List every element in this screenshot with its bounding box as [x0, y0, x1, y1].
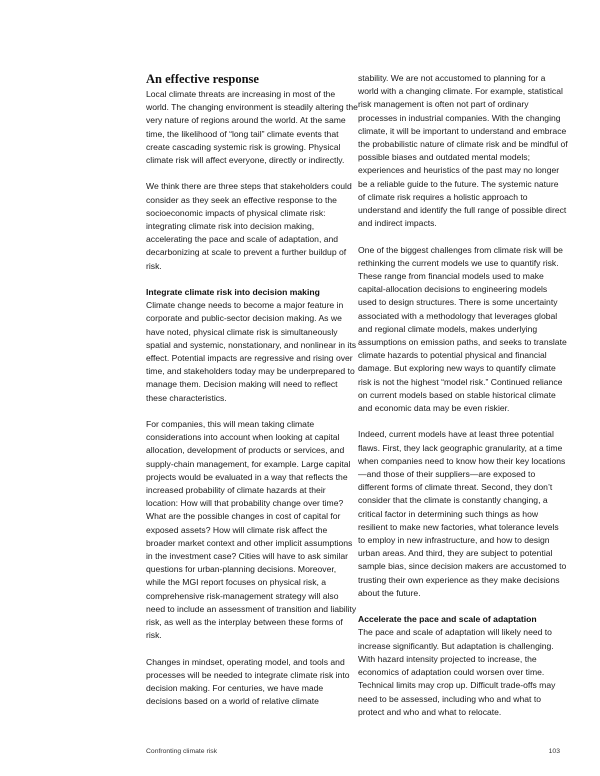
right-column [358, 72, 568, 719]
paragraph: Local climate threats are increasing in most of the world. The changing environment is steadily altering the very nature of regions around the world. At the same time, the likelihood of “long tail” climate events that create cascading systemic risk is growing. Physical climate risk will affect everyone, directly or indirectly. [146, 89, 358, 166]
footer-title: Confronting climate risk [146, 748, 218, 755]
paragraph: One of the biggest challenges from climate risk will be rethinking the current models we use to quantify risk. These range from financial models used to make capital-allocation decisions to engineering models used to design structures. There is some uncertainty associated with a methodology that leverages global and regional climate models, makes underlying assumptions on emission paths, and seeks to translate climate hazards to potential physical and financial damage. But exploring new ways to quantify climate risk is not the highest “model risk.” Continued reliance on current models based on stable historical climate and economic data may be even riskier. [358, 244, 567, 414]
paragraph: The pace and scale of adaptation will likely need to increase significantly. But adaptation is challenging. With hazard intensity projected to increase, the economics of adaptation could worsen over time. Technical limits may crop up. Difficult trade-offs may need to be assessed, including who and what to protect and who and what to relocate. [358, 627, 556, 717]
paragraph: stability. We are not accustomed to planning for a world with a changing climate. For example, statistical risk management is often not part of ordinary processes in industrial companies. With the changing climate, it will be important to understand and embrace the probabilistic nature of climate risk and be mindful of possible biases and outdated mental models; experiences and heuristics of the past may no longer be a reliable guide to the future. The systemic nature of climate risk requires a holistic approach to understand and identify the full range of possible direct and indirect impacts. [358, 73, 568, 229]
paragraph: For companies, this will mean taking climate considerations into account when looking at capital allocation, development of products or services, and supply-chain management, for example. Large capital projects would be evaluated in a way that reflects the increased probability of climate hazards at their location: How will that probability change over time? What are the possible changes in cost of capital for exposed assets? How will climate risk affect the broader market context and other implicit assumptions in the investment case? Cities will have to ask similar questions for urban-planning decisions. Moreover, while the MGI report focuses on physical risk, a comprehensive risk-management strategy will also need to include an assessment of transition and liability risk, as well as the interplay between these forms of risk. [146, 419, 357, 641]
subheading-integrate-climate-risk: Integrate climate risk into decision making [146, 287, 320, 298]
page-number: 103 [548, 748, 560, 755]
paragraph: Climate change needs to become a major feature in corporate and public-sector decision making. As we have noted, physical climate risk is simultaneously spatial and systemic, nonstationary, and nonlinear in its effect. Potential impacts are regressive and rising over time, and stakeholders today may be underprepared to manage them. Decision making will need to reflect these characteristics. [146, 300, 357, 403]
section-title: An effective response [146, 72, 259, 86]
paragraph: Indeed, current models have at least three potential flaws. First, they lack geographic granularity, at a time when companies need to know how their key locations—and those of their suppliers—are exposed to different forms of climate threat. Second, they don’t consider that the climate is constantly changing, a critical factor in determining such things as how resilient to make new factories, what tolerance levels to employ in new infrastructure, and how to design urban areas. And third, they are subject to potential sample bias, since decision makers are accustomed to trusting their own experience as they make decisions about the future. [358, 429, 567, 598]
paragraph: We think there are three steps that stakeholders could consider as they seek an effective response to the socioeconomic impacts of physical climate risk: integrating climate risk into decision making, accelerating the pace and scale of adaptation, and decarbonizing at scale to prevent a further buildup of risk. [146, 181, 352, 271]
subheading-accelerate-adaptation: Accelerate the pace and scale of adaptation [358, 614, 537, 625]
left-column [146, 72, 358, 708]
paragraph: Changes in mindset, operating model, and tools and processes will be needed to integrate climate risk into decision making. For centuries, we have made decisions based on a world of relative climate [146, 656, 350, 707]
